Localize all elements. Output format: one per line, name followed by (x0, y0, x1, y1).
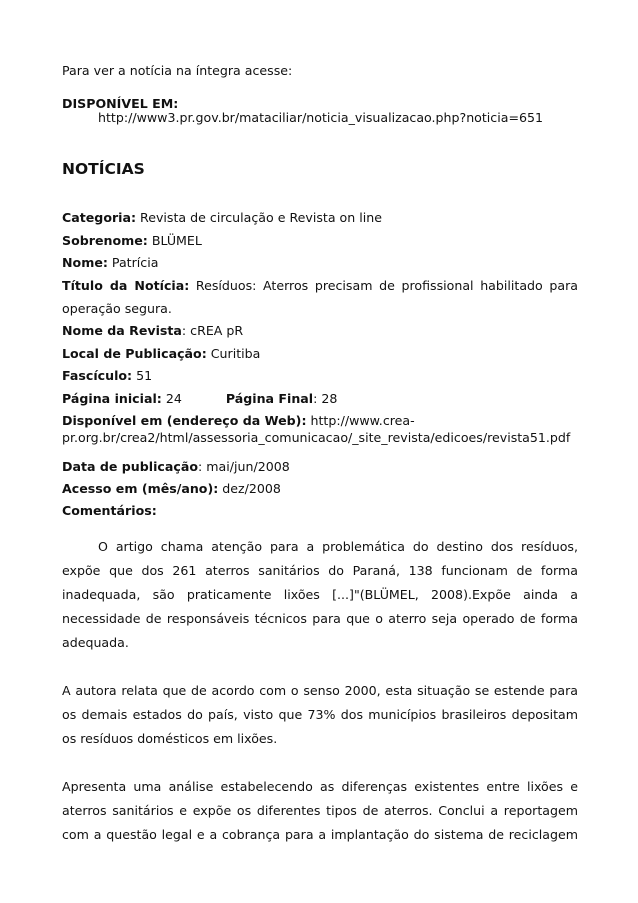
intro-text: Para ver a notícia na íntegra acesse: (62, 63, 293, 78)
field-web: Disponível em (endereço da Web): http://www.crea- (62, 413, 415, 428)
paragraph1-line: O artigo chama atenção para a problemática do destino dos resíduos, (98, 539, 578, 554)
field-acesso: Acesso em (mês/ano): dez/2008 (62, 481, 281, 496)
field-titulo: Título da Notícia: Resíduos: Aterros precisam de profissional habilitado para (62, 278, 578, 293)
available-url[interactable]: http://www3.pr.gov.br/mataciliar/noticia_visualizacao.php?noticia=651 (98, 110, 544, 125)
field-sobrenome: Sobrenome: BLÜMEL (62, 233, 202, 248)
field-revista: Nome da Revista: cREA pR (62, 323, 244, 338)
field-nome: Nome: Patrícia (62, 255, 159, 270)
paragraph1-line: inadequada, são praticamente lixões [...]"(BLÜMEL, 2008).Expõe ainda a (62, 587, 578, 602)
section-title: NOTÍCIAS (62, 160, 145, 178)
paragraph1-line: adequada. (62, 635, 129, 650)
available-label: DISPONÍVEL EM: (62, 96, 179, 111)
field-titulo-cont: operação segura. (62, 301, 172, 316)
paragraph2-line: os resíduos domésticos em lixões. (62, 731, 278, 746)
field-paginas: Página inicial: 24 Página Final: 28 (62, 391, 338, 406)
paragraph2-line: A autora relata que de acordo com o senso 2000, esta situação se estende para (62, 683, 578, 698)
field-fasciculo: Fascículo: 51 (62, 368, 153, 383)
field-local: Local de Publicação: Curitiba (62, 346, 261, 361)
field-categoria: Categoria: Revista de circulação e Revista on line (62, 210, 382, 225)
paragraph2-line: os demais estados do país, visto que 73% dos municípios brasileiros depositam (62, 707, 578, 722)
field-data-publicacao: Data de publicação: mai/jun/2008 (62, 459, 290, 474)
paragraph3-line: com a questão legal e a cobrança para a implantação do sistema de reciclagem (62, 827, 578, 842)
paragraph3-line: Apresenta uma análise estabelecendo as diferenças existentes entre lixões e (62, 779, 578, 794)
field-comentarios: Comentários: (62, 503, 157, 518)
paragraph3-line: aterros sanitários e expõe os diferentes tipos de aterros. Conclui a reportagem (62, 803, 578, 818)
paragraph1-line: necessidade de responsáveis técnicos para que o aterro seja operado de forma (62, 611, 578, 626)
paragraph1-line: expõe que dos 261 aterros sanitários do Paraná, 138 funcionam de forma (62, 563, 578, 578)
field-web-url[interactable]: pr.org.br/crea2/html/assessoria_comunicacao/_site_revista/edicoes/revista51.pdf (62, 430, 571, 445)
